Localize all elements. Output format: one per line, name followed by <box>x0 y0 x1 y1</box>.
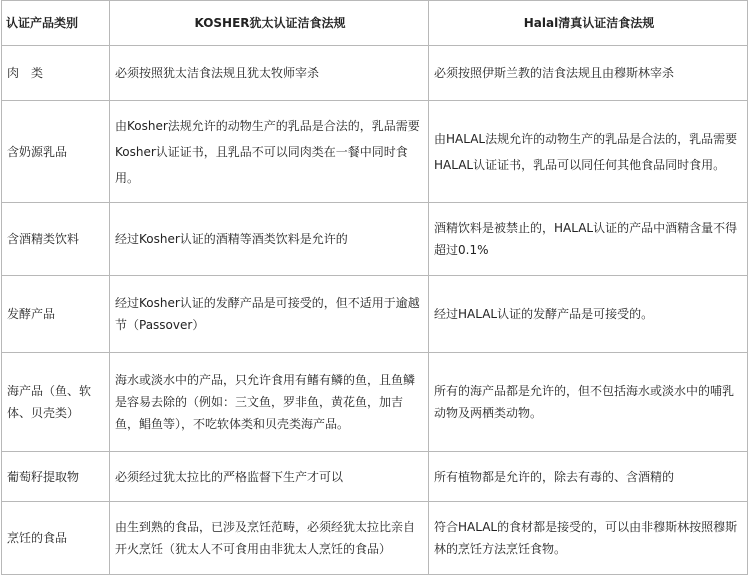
row-kosher: 海水或淡水中的产品，只允许食用有鳍有鳞的鱼，且鱼鳞是容易去除的（例如：三文鱼，罗非鱼，黄花鱼，加吉鱼，鲳鱼等），不吃软体类和贝壳类海产品。 <box>110 353 429 452</box>
row-category: 海产品（鱼、软体、贝壳类） <box>2 353 110 452</box>
table-row <box>2 452 748 502</box>
table-row <box>2 46 748 101</box>
row-kosher: 由生到熟的食品，已涉及烹饪范畴，必须经犹太拉比亲自开火烹饪（犹太人不可食用由非犹太人烹饪的食品） <box>110 502 429 575</box>
row-kosher: 必须按照犹太洁食法规且犹太牧师宰杀 <box>110 46 429 101</box>
row-halal: 符合HALAL的食材都是接受的，可以由非穆斯林按照穆斯林的烹饪方法烹饪食物。 <box>429 502 748 575</box>
header-category: 认证产品类别 <box>2 1 110 46</box>
comparison-table <box>1 0 748 575</box>
row-category: 含奶源乳品 <box>2 101 110 203</box>
row-category: 葡萄籽提取物 <box>2 452 110 502</box>
row-category: 发酵产品 <box>2 276 110 353</box>
row-kosher: 经过Kosher认证的酒精等酒类饮料是允许的 <box>110 203 429 276</box>
row-halal: 经过HALAL认证的发酵产品是可接受的。 <box>429 276 748 353</box>
table-row <box>2 203 748 276</box>
row-kosher: 必须经过犹太拉比的严格监督下生产才可以 <box>110 452 429 502</box>
row-category: 肉 类 <box>2 46 110 101</box>
row-kosher: 由Kosher法规允许的动物生产的乳品是合法的，乳品需要Kosher认证证书，且乳品不可以同肉类在一餐中同时食用。 <box>110 101 429 203</box>
table-row <box>2 101 748 203</box>
row-halal: 所有植物都是允许的，除去有毒的、含酒精的 <box>429 452 748 502</box>
row-halal: 所有的海产品都是允许的，但不包括海水或淡水中的哺乳动物及两栖类动物。 <box>429 353 748 452</box>
table-row <box>2 276 748 353</box>
header-row <box>2 1 748 46</box>
header-kosher: KOSHER犹太认证洁食法规 <box>110 1 429 46</box>
header-halal: Halal清真认证洁食法规 <box>429 1 748 46</box>
table-row <box>2 353 748 452</box>
row-kosher: 经过Kosher认证的发酵产品是可接受的，但不适用于逾越节（Passover） <box>110 276 429 353</box>
row-halal: 必须按照伊斯兰教的洁食法规且由穆斯林宰杀 <box>429 46 748 101</box>
row-halal: 由HALAL法规允许的动物生产的乳品是合法的，乳品需要HALAL认证证书，乳品可以同任何其他食品同时食用。 <box>429 101 748 203</box>
table-row <box>2 502 748 575</box>
row-halal: 酒精饮料是被禁止的，HALAL认证的产品中酒精含量不得超过0.1% <box>429 203 748 276</box>
row-category: 烹饪的食品 <box>2 502 110 575</box>
row-category: 含酒精类饮料 <box>2 203 110 276</box>
